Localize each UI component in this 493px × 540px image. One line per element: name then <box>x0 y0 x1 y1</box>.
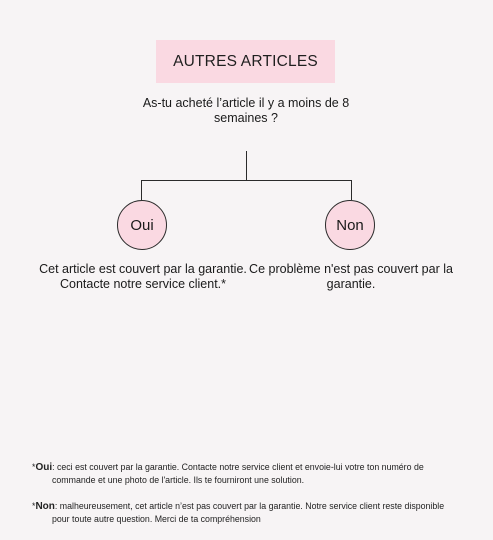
footnote-no-keyword: Non <box>35 501 55 512</box>
footnote-no <box>30 500 460 526</box>
no-node <box>325 200 375 250</box>
footnote-no-text: : malheureusement, cet article n’est pas couvert par la garantie. Notre service client reste disponible pour toute autre question. Merci de ta compréhension <box>52 501 445 524</box>
yes-label: Oui <box>130 216 154 234</box>
footnote-yes-keyword: Oui <box>35 462 53 473</box>
title-text: AUTRES ARTICLES <box>173 52 318 70</box>
no-label: Non <box>336 216 364 234</box>
question-text: As-tu acheté l’article il y a moins de 8 semaines ? <box>142 96 350 125</box>
footnote-yes-text: : ceci est couvert par la garantie. Contacte notre service client et envoie-lui votre ton numéro de commande et une photo de l'article. Ils te fourniront une solution. <box>52 462 424 485</box>
footnote-yes-star: * <box>32 462 36 472</box>
no-outcome-text: Ce problème n'est pas couvert par la garantie. <box>249 262 453 291</box>
footnote-yes <box>30 461 460 487</box>
footnote-no-star: * <box>32 501 36 511</box>
yes-node <box>117 200 167 250</box>
yes-outcome-text: Cet article est couvert par la garantie. Contacte notre service client.* <box>39 262 247 291</box>
